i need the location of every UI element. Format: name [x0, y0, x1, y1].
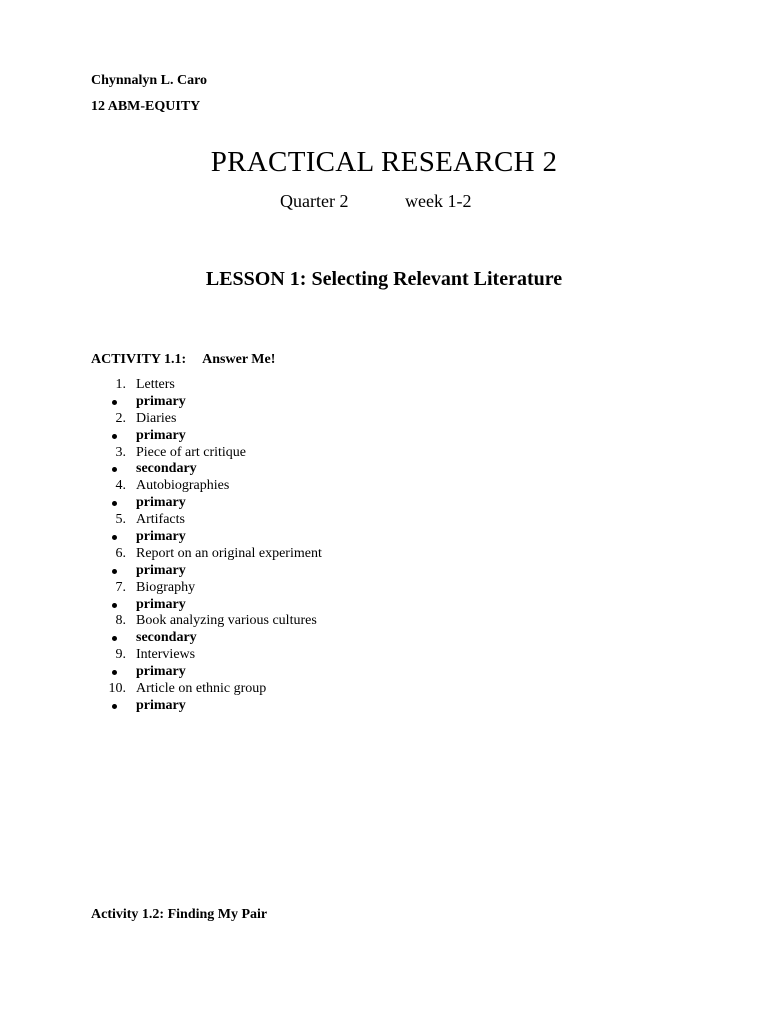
answer-text: primary: [136, 529, 186, 545]
answer-item: [0, 563, 768, 580]
list-item-number: 4.: [115, 478, 126, 494]
list-item-text: Report on an original experiment: [136, 545, 322, 561]
list-item-text: Article on ethnic group: [136, 681, 267, 697]
list-item: [0, 681, 768, 698]
list-item-number: 9.: [115, 647, 126, 663]
bullet-icon: [112, 704, 117, 709]
bullet-icon: [112, 501, 117, 506]
answer-item: [0, 495, 768, 512]
answer-text: primary: [136, 697, 186, 713]
list-item-text: Autobiographies: [136, 478, 230, 494]
answer-text: secondary: [136, 461, 197, 477]
list-item-text: Biography: [136, 579, 196, 595]
list-item-text: Interviews: [136, 647, 196, 663]
answer-item: [0, 698, 768, 715]
bullet-icon: [112, 670, 117, 675]
list-item-text: Letters: [136, 377, 175, 392]
answer-item: [0, 664, 768, 681]
bullet-icon: [112, 535, 117, 540]
list-item: [0, 512, 768, 529]
activity-2-heading: Activity 1.2: Finding My Pair: [91, 907, 268, 922]
answer-item: [0, 428, 768, 445]
lesson-heading: LESSON 1: Selecting Relevant Literature: [205, 268, 563, 290]
list-item: [0, 580, 768, 597]
activity-1-list: [0, 377, 768, 715]
activity-1-label: ACTIVITY 1.1:: [91, 352, 187, 367]
list-item: [0, 377, 768, 394]
list-item: [0, 445, 768, 462]
answer-text: primary: [136, 664, 186, 680]
activity-1-name: Answer Me!: [202, 352, 276, 367]
answer-text: primary: [136, 393, 186, 409]
bullet-icon: [112, 434, 117, 439]
list-item: [0, 478, 768, 495]
answer-text: primary: [136, 596, 186, 612]
quarter-label: Quarter 2: [280, 191, 349, 211]
list-item-number: 8.: [115, 613, 126, 629]
list-item-number: 3.: [115, 444, 126, 460]
list-item-number: 2.: [115, 410, 126, 426]
student-name: Chynnalyn L. Caro: [91, 73, 208, 88]
bullet-icon: [112, 569, 117, 574]
list-item-number: 6.: [115, 545, 126, 561]
list-item: [0, 647, 768, 664]
answer-item: [0, 461, 768, 478]
activity-1-heading: [91, 352, 275, 368]
answer-text: primary: [136, 562, 186, 578]
list-item: [0, 411, 768, 428]
answer-item: [0, 529, 768, 546]
list-item-text: Piece of art critique: [136, 444, 247, 460]
bullet-icon: [112, 467, 117, 472]
list-item-number: 7.: [115, 579, 126, 595]
answer-item: [0, 630, 768, 647]
answer-item: [0, 394, 768, 411]
answer-text: primary: [136, 495, 186, 511]
list-item-text: Diaries: [136, 410, 177, 426]
bullet-icon: [112, 400, 117, 405]
list-item: [0, 546, 768, 563]
list-item-number: 10.: [108, 681, 126, 697]
answer-item: [0, 597, 768, 614]
list-item: [0, 613, 768, 630]
list-item-text: Book analyzing various cultures: [136, 613, 317, 629]
bullet-icon: [112, 603, 117, 608]
student-section: 12 ABM-EQUITY: [91, 99, 201, 114]
week-label: week 1-2: [405, 191, 472, 211]
answer-text: secondary: [136, 630, 197, 646]
document-title: PRACTICAL RESEARCH 2: [210, 146, 558, 178]
list-item-number: 1.: [115, 377, 126, 392]
answer-text: primary: [136, 427, 186, 443]
bullet-icon: [112, 636, 117, 641]
list-item-text: Artifacts: [136, 512, 185, 528]
list-item-number: 5.: [115, 512, 126, 528]
